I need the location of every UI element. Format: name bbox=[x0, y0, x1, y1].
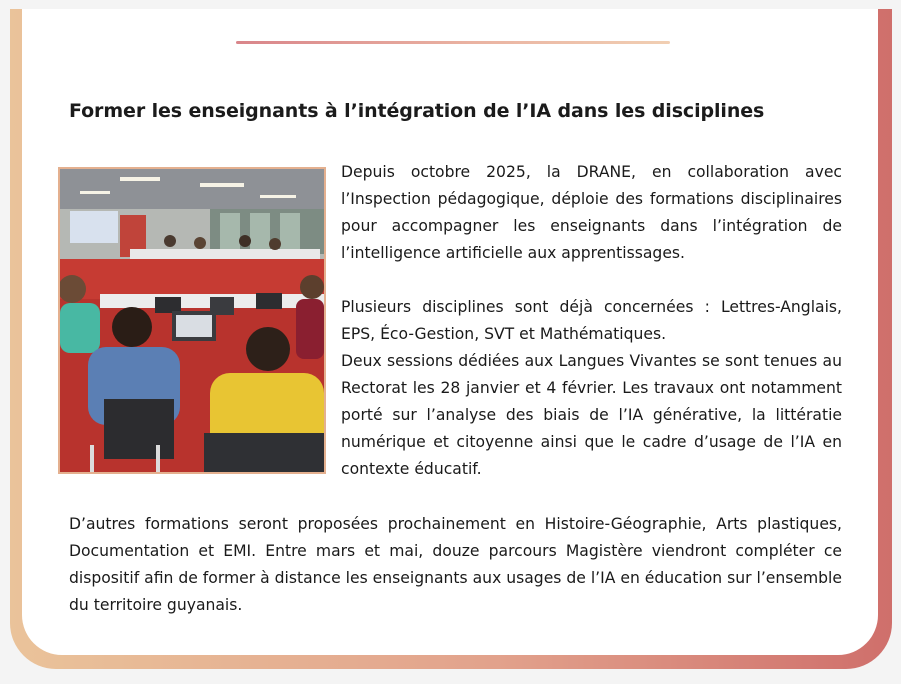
training-session-photo bbox=[58, 167, 326, 474]
paragraph-spacer bbox=[341, 267, 842, 294]
classroom-photo-illustration bbox=[60, 169, 324, 472]
decorative-rule bbox=[236, 41, 670, 44]
paragraph-sessions: Deux sessions dédiées aux Langues Vivantes se sont tenues au Rectorat les 28 janvier et 4 février. Les travaux ont notamment porté sur l’analyse des biais de l’IA générative, la littératie numérique et citoyenne ainsi que le cadre d’usage de l’IA en contexte éducatif. bbox=[341, 352, 842, 478]
page-title: Former les enseignants à l’intégration de l’IA dans les disciplines bbox=[69, 100, 765, 122]
paragraph-upcoming: D’autres formations seront proposées prochainement en Histoire-Géographie, Arts plastiques, Documentation et EMI. Entre mars et mai, douze parcours Magistère viendront compléter ce dispositif afin de former à distance les enseignants aux usages de l’IA en éducation sur l’ensemble du territoire guyanais. bbox=[69, 515, 842, 614]
paragraph-disciplines: Plusieurs disciplines sont déjà concernées : Lettres-Anglais, EPS, Éco-Gestion, SVT et Mathématiques. bbox=[341, 298, 842, 343]
paragraph-intro: Depuis octobre 2025, la DRANE, en collaboration avec l’Inspection pédagogique, déploie des formations disciplinaires pour accompagner les enseignants dans l’intégration de l’intelligence artificielle aux apprentissages. bbox=[341, 163, 842, 262]
text-column bbox=[341, 159, 842, 483]
